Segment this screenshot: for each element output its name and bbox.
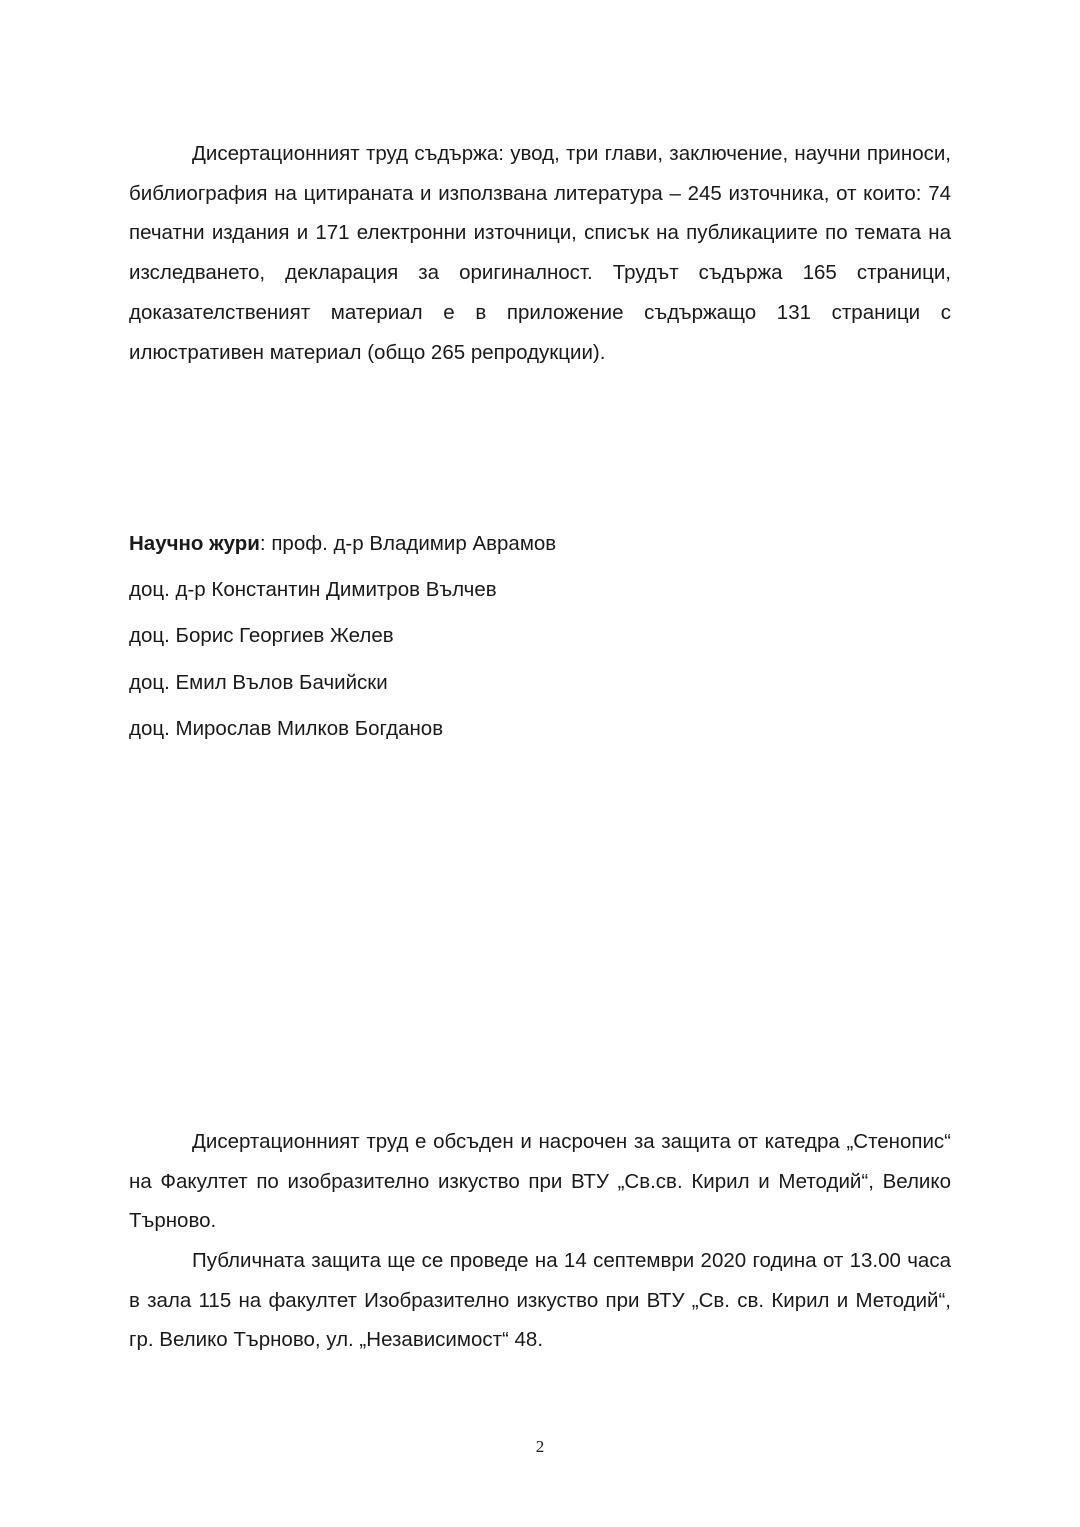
defense-scheduling-paragraph: Дисертационният труд е обсъден и насрочен за защита от катедра „Стенопис“ на Факултет по изобразително изкуство при ВТУ „Св.св. Кирил и Методий“, Велико Търново. [129,1130,951,1233]
jury-label: Научно жури [129,532,260,555]
jury-heading-line [129,525,951,571]
public-defense-paragraph: Публичната защита ще се проведе на 14 септември 2020 година от 13.00 часа в зала 115 на факултет Изобразително изкуство при ВТУ „Св. св. Кирил и Методий“, гр. Велико Търново, ул. „Независимост“ 48. [129,1249,951,1352]
jury-member: доц. д-р Константин Димитров Вълчев [129,578,497,602]
jury-member: доц. Борис Георгиев Желев [129,624,394,648]
jury-member: проф. д-р Владимир Аврамов [271,532,557,555]
dissertation-contents-paragraph: Дисертационният труд съдържа: увод, три глави, заключение, научни приноси, библиография на цитираната и използвана литература – 245 източника, от които: 74 печатни издания и 171 електронни източници, списък на публикациите по темата на изследването, декларация за оригиналност. Трудът съдържа 165 страници, доказателственият материал е в приложение съдържащо 131 страници с илюстративен материал (общо 265 репродукции). [129,142,951,364]
jury-member: доц. Емил Вълов Бачийски [129,670,388,694]
jury-label-separator: : [259,532,266,555]
scientific-jury-list [129,525,951,756]
jury-member: доц. Мирослав Милков Богданов [129,716,444,740]
page-number: 2 [535,1437,545,1456]
